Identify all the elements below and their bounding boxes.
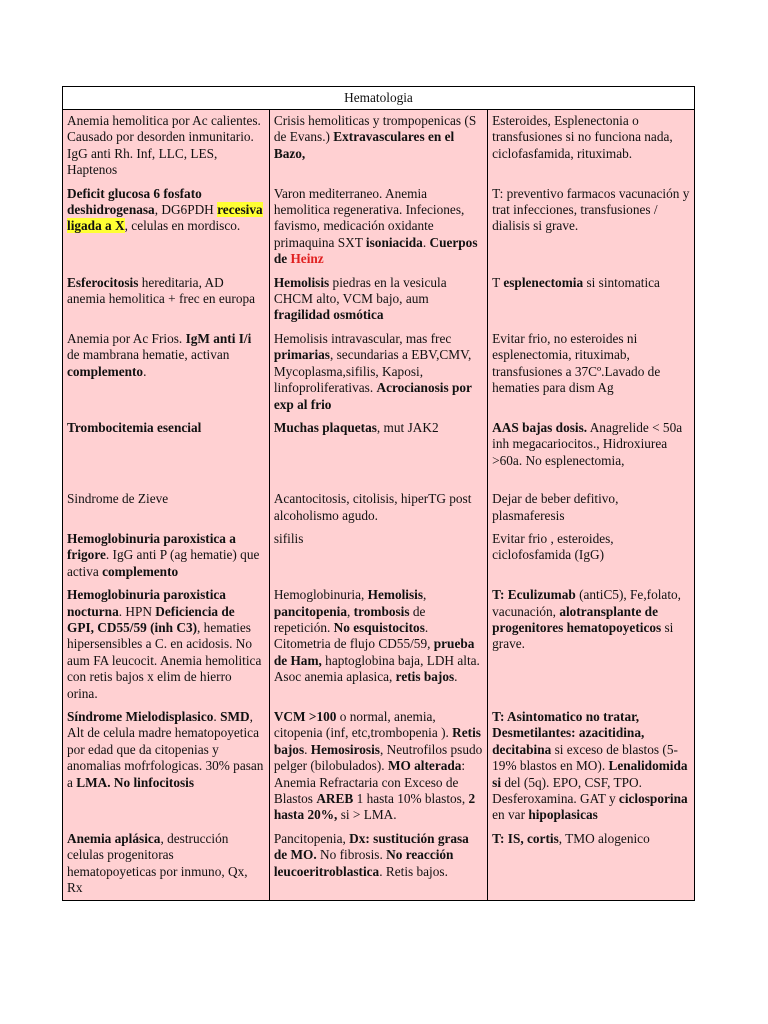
text-segment: Anemia por Ac Frios. [67, 330, 186, 346]
condition-cell [63, 183, 270, 272]
text-segment: sifilis [273, 530, 304, 546]
text-segment: si sintomatica [583, 274, 660, 290]
text-segment: si grave. [492, 619, 674, 652]
text-segment: Trombocitemia esencial [67, 419, 202, 435]
condition-cell [63, 272, 270, 328]
findings-cell [269, 110, 487, 183]
text-segment: T: IS, cortis [492, 830, 559, 846]
text-segment: Hemolisis [273, 274, 330, 290]
text-segment: LMA. No linfocitosis [76, 774, 195, 790]
text-segment: , mut JAK2 [376, 419, 439, 435]
table-row [63, 272, 695, 328]
text-segment: haptoglobina baja, LDH alta. Asoc anemia aplasica, [273, 652, 480, 685]
text-segment: si > LMA. [337, 807, 397, 823]
text-segment: Hemoglobinuria paroxistica a frigore [67, 530, 236, 563]
text-segment: Sindrome de Zieve [67, 491, 169, 507]
text-segment: MO alterada [387, 758, 462, 774]
text-segment: prueba de Ham, [273, 636, 475, 668]
text-segment: Evitar frio, no esteroides ni esplenectomia, rituximab, transfusiones a 37Cº.Lavado de hematies para dism Ag [492, 330, 661, 396]
text-segment: de mambrana hematie, activan [67, 347, 230, 363]
text-segment: Pancitopenia, [273, 830, 350, 846]
text-segment: , DG6PDH [154, 202, 218, 218]
findings-cell [269, 183, 487, 272]
table-title: Hematologia [63, 87, 695, 110]
text-segment: si exceso de blastos (5-19% blastos en MO). [492, 741, 678, 774]
text-segment: 2 hasta 20%, [273, 791, 476, 823]
text-segment: Extravasculares en el Bazo, [273, 129, 455, 161]
text-segment: . [304, 741, 311, 757]
findings-cell [269, 828, 487, 901]
text-segment: (antiC5), Fe,folato, vacunación, [492, 587, 681, 619]
condition-cell [63, 417, 270, 473]
text-segment: Evitar frio , esteroides, ciclofosfamida (IgG) [492, 530, 614, 563]
text-segment: . [422, 234, 430, 250]
text-segment: Hemoglobinuria paroxistica nocturna [67, 587, 226, 619]
text-segment: IgM anti I/i [185, 330, 252, 346]
findings-cell [269, 272, 487, 328]
text-segment: AAS bajas dosis. [492, 419, 588, 435]
text-segment: Hemolisis intravascular, mas frec [273, 330, 452, 346]
text-segment: T [492, 274, 504, 290]
text-segment: Varon mediterraneo. Anemia hemolitica regenerativa. Infeciones, favismo, medicación oxidante primaquina SXT [273, 185, 465, 250]
text-segment: Dx: sustitución grasa de MO. [273, 830, 469, 863]
text-segment: del (5q). EPO, CSF, TPO. Desferoxamina. GAT y [492, 774, 642, 807]
condition-cell [63, 584, 270, 706]
condition-cell [63, 828, 270, 901]
text-segment: , Alt de celula madre hematopoyetica por edad que da citopenias y anomalias mofrfologicas. 30% pasan a [67, 709, 264, 790]
treatment-cell [488, 706, 695, 828]
text-segment: No reacción leucoeritroblastica [273, 847, 454, 879]
text-segment: AREB [316, 791, 354, 807]
text-segment: o normal, anemia, citopenia (inf, etc,trombopenia ). [273, 709, 453, 741]
table-row [63, 828, 695, 901]
table-row [63, 528, 695, 584]
findings-cell [269, 584, 487, 706]
text-segment: trombosis [353, 603, 410, 619]
text-segment: VCM >100 [273, 709, 337, 724]
text-segment: Acrocianosis por exp al frio [273, 380, 472, 412]
text-segment: alotransplante de progenitores hematopoyeticos [492, 603, 662, 635]
text-segment: . [454, 669, 458, 685]
hematology-sheet [62, 86, 695, 901]
text-segment: Síndrome Mielodisplasico [67, 709, 214, 724]
text-segment: Acantocitosis, citolisis, hiperTG post alcoholismo agudo. [273, 491, 472, 523]
text-segment: , destrucción celulas progenitoras hematopoyeticas por inmuno, Qx, Rx [67, 830, 248, 896]
table-row [63, 417, 695, 473]
text-segment: Esteroides, Esplenectonia o transfusiones si no funciona nada, ciclofasfamida, rituximab. [492, 113, 673, 161]
text-segment: fragilidad osmótica [273, 307, 384, 323]
text-segment: : Anemia Refractaria con Exceso de Blastos [273, 758, 466, 807]
condition-cell [63, 328, 270, 417]
text-segment: T: Asintomatico no tratar, Desmetilantes: azacitidina, decitabina [492, 709, 645, 757]
treatment-cell [488, 417, 695, 473]
text-segment: Lenalidomida si [492, 758, 688, 790]
text-segment: Anemia hemolitica por Ac calientes. Causado por desorden inmunitario. IgG anti Rh. Inf, LLC, LES, Haptenos [67, 113, 261, 178]
text-segment: . Citometria de flujo CD55/59, [273, 619, 434, 652]
text-segment: hipoplasicas [528, 807, 598, 823]
text-segment: . Retis bajos. [379, 863, 448, 879]
findings-cell [269, 417, 487, 473]
table-row [63, 473, 695, 528]
text-segment: Cuerpos de [273, 234, 478, 267]
text-segment: esplenectomia [503, 274, 584, 290]
text-segment: , [423, 587, 427, 603]
text-segment: . [213, 709, 221, 724]
text-segment: , TMO alogenico [558, 830, 650, 846]
title-row [63, 87, 695, 110]
table-row [63, 183, 695, 272]
text-segment: complemento [102, 563, 179, 579]
text-segment: Hemoglobinuria, [273, 587, 368, 603]
text-segment: Muchas plaquetas [273, 419, 377, 435]
text-segment: . HPN [118, 603, 156, 619]
text-segment: Anagrelide < 50a inh megacariocitos., Hidroxiurea >60a. No esplenectomia, [492, 419, 683, 468]
text-segment: de repetición. [273, 603, 426, 635]
condition-cell [63, 473, 270, 528]
text-segment: , [346, 603, 354, 619]
findings-cell [269, 328, 487, 417]
text-segment: pancitopenia [273, 603, 347, 619]
text-segment: Hemosirosis [310, 741, 380, 757]
findings-cell [269, 473, 487, 528]
table-row [63, 706, 695, 828]
text-segment: ciclosporina [618, 791, 688, 807]
treatment-cell [488, 473, 695, 528]
table-row [63, 110, 695, 183]
hematology-table [62, 86, 695, 901]
text-segment: Deficit glucosa 6 fosfato deshidrogenasa [67, 185, 202, 218]
text-segment: hereditaria, AD anemia hemolitica + frec en europa [67, 274, 256, 307]
text-segment: en var [492, 807, 529, 823]
text-segment: recesiva ligada a X [67, 202, 263, 234]
text-segment: complemento [67, 363, 144, 379]
treatment-cell [488, 328, 695, 417]
text-segment: Heinz [290, 251, 324, 267]
treatment-cell [488, 272, 695, 328]
findings-cell [269, 706, 487, 828]
table-row [63, 328, 695, 417]
findings-cell [269, 528, 487, 584]
text-segment: Hemolisis [367, 587, 424, 603]
text-segment: , Neutrofilos psudo pelger (bilobulados). [273, 741, 483, 774]
text-segment: SMD [220, 709, 250, 724]
text-segment: , celulas en mordisco. [124, 218, 241, 234]
text-segment: T: Eculizumab [492, 587, 576, 603]
treatment-cell [488, 828, 695, 901]
treatment-cell [488, 584, 695, 706]
text-segment: . IgG anti P (ag hematie) que activa [67, 547, 260, 579]
text-segment: , hematies hipersensibles a C. en acidosis. No aum FA leucocit. Anemia hemolitica con retis bajos x elim de hierro orina. [67, 619, 262, 701]
text-segment: retis bajos [395, 669, 455, 685]
text-segment: Esferocitosis [67, 274, 139, 290]
condition-cell [63, 528, 270, 584]
text-segment: Deficiencia de GPI, CD55/59 (inh C3) [67, 603, 235, 635]
text-segment: No esquistocitos [333, 619, 425, 635]
text-segment: Anemia aplásica [67, 830, 161, 846]
table-row [63, 584, 695, 706]
text-segment: Crisis hemoliticas y trompopenicas (S de Evans.) [273, 113, 477, 145]
text-segment: No fibrosis. [316, 847, 387, 863]
text-segment: T: preventivo farmacos vacunación y trat infecciones, transfusiones / dialisis si grave. [492, 185, 690, 234]
text-segment: Retis bajos [273, 725, 481, 757]
text-segment: , secundarias a EBV,CMV, Mycoplasma,sifilis, Kaposi, linfoproliferativas. [273, 347, 472, 396]
text-segment: . [143, 363, 147, 379]
condition-cell [63, 706, 270, 828]
treatment-cell [488, 110, 695, 183]
treatment-cell [488, 183, 695, 272]
text-segment: 1 hasta 10% blastos, [353, 791, 469, 807]
text-segment: primarias [273, 347, 330, 363]
text-segment: Dejar de beber defitivo, plasmaferesis [492, 491, 619, 523]
text-segment: piedras en la vesicula CHCM alto, VCM bajo, aum [273, 274, 447, 307]
treatment-cell [488, 528, 695, 584]
text-segment: isoniacida [365, 234, 423, 250]
condition-cell [63, 110, 270, 183]
